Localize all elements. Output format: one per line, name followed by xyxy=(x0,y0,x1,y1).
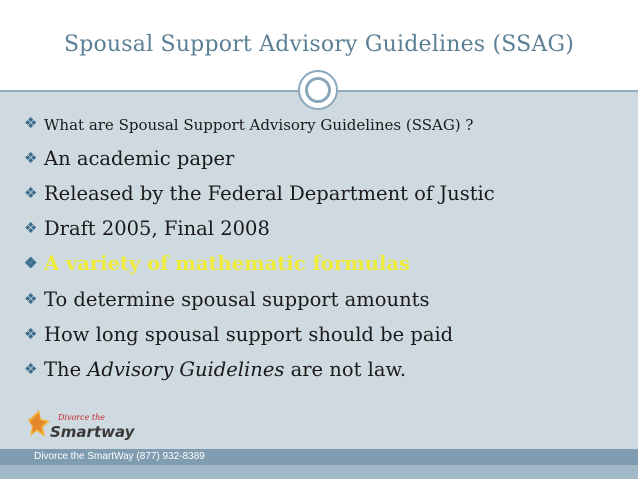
bullet-item xyxy=(24,358,406,381)
circle-ornament-icon xyxy=(298,70,338,110)
diamond-bullet-icon: ❖ xyxy=(24,184,38,202)
diamond-bullet-icon: ❖ xyxy=(24,219,38,237)
bullet-text: Released by the Federal Department of Justic xyxy=(44,182,495,205)
bullet-text: What are Spousal Support Advisory Guidelines (SSAG) ? xyxy=(44,116,474,134)
diamond-bullet-icon: ❖ xyxy=(24,360,38,378)
bullet-item xyxy=(24,288,429,311)
diamond-bullet-icon: ❖ xyxy=(24,149,38,167)
smartway-logo xyxy=(28,407,135,443)
bullet-text: The xyxy=(44,358,88,381)
bullet-item xyxy=(24,147,234,170)
bullet-item xyxy=(24,323,453,346)
logo-line1: Divorce the xyxy=(58,413,105,422)
diamond-bullet-icon: ❖ xyxy=(24,254,38,272)
diamond-bullet-icon: ❖ xyxy=(24,114,38,132)
diamond-bullet-icon: ❖ xyxy=(24,325,38,343)
bullet-text: A variety of mathematic formulas xyxy=(44,252,410,275)
slide-title: Spousal Support Advisory Guidelines (SSAG) xyxy=(63,32,575,57)
bullet-item-highlighted xyxy=(24,252,410,275)
bullet-text: An academic paper xyxy=(44,147,235,170)
bullet-item xyxy=(24,182,495,205)
logo-line2: Smartway xyxy=(50,423,135,441)
bullet-text: To determine spousal support amounts xyxy=(44,288,430,311)
diamond-bullet-icon: ❖ xyxy=(24,290,38,308)
bullet-text: Draft 2005, Final 2008 xyxy=(44,217,270,240)
bullet-text: are not law. xyxy=(284,358,407,381)
bullet-text-italic: Advisory Guidelines xyxy=(87,358,285,381)
bullet-item xyxy=(24,217,270,240)
bullet-text: How long spousal support should be paid xyxy=(44,323,454,346)
footer-text: Divorce the SmartWay (877) 932-8389 xyxy=(34,451,205,462)
bullet-item xyxy=(24,114,473,134)
